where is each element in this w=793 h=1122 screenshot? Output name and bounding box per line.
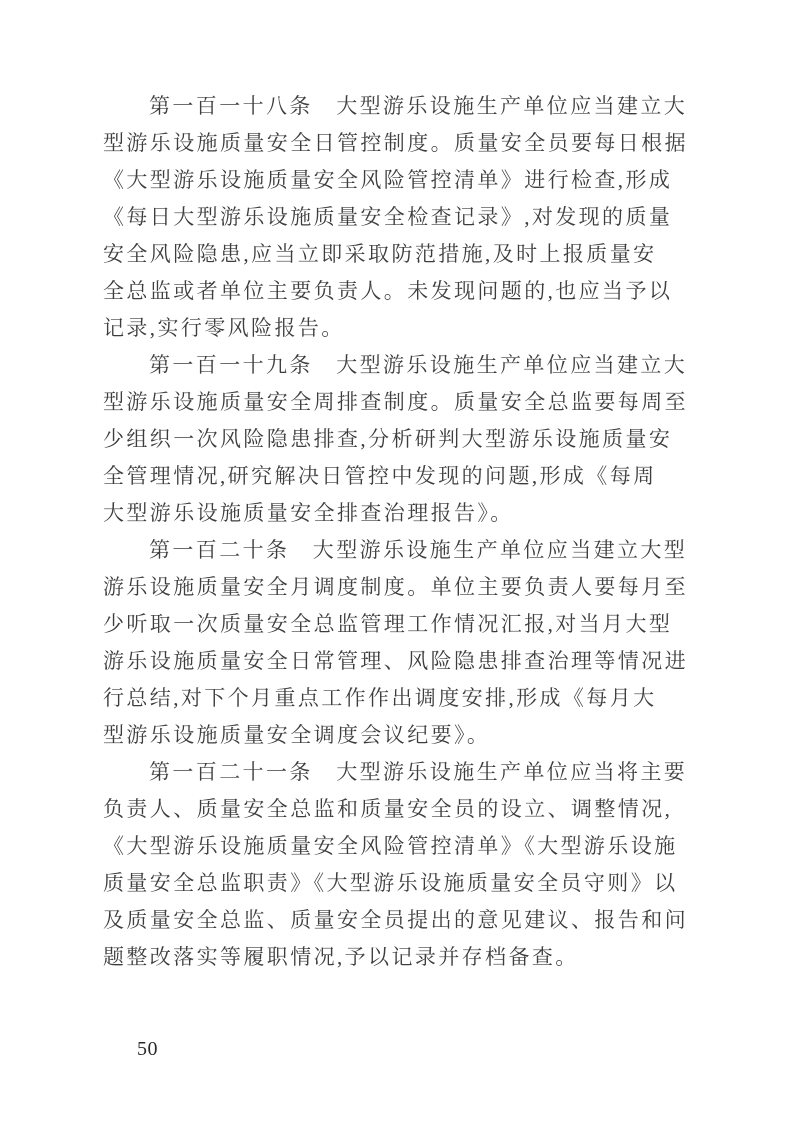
text-line: 记录,实行零风险报告。 <box>103 316 345 340</box>
text-line: 第一百二十一条 大型游乐设施生产单位应当将主要 <box>149 760 688 784</box>
text-line: 游乐设施质量安全月调度制度。单位主要负责人要每月至 <box>103 575 688 599</box>
text-line: 少组织一次风险隐患排查,分析研判大型游乐设施质量安 <box>103 427 673 451</box>
text-line: 第一百二十条 大型游乐设施生产单位应当建立大型 <box>149 538 688 562</box>
text-line: 大型游乐设施质量安全排查治理报告》。 <box>103 501 514 525</box>
text-line: 全管理情况,研究解决日管控中发现的问题,形成《每周 <box>103 464 657 488</box>
text-line: 《大型游乐设施质量安全风险管控清单》进行检查,形成 <box>103 168 673 192</box>
text-line: 型游乐设施质量安全周排查制度。质量安全总监要每周至 <box>103 390 688 414</box>
page-footer <box>137 1038 158 1061</box>
text-line: 第一百一十九条 大型游乐设施生产单位应当建立大 <box>149 353 688 377</box>
text-line: 型游乐设施质量安全调度会议纪要》。 <box>103 723 491 747</box>
text-line: 质量安全总监职责》《大型游乐设施质量安全员守则》以 <box>103 871 678 895</box>
text-line: 《大型游乐设施质量安全风险管控清单》《大型游乐设施 <box>103 834 678 858</box>
text-line: 行总结,对下个月重点工作作出调度安排,形成《每月大 <box>103 686 657 710</box>
page-number: 50 <box>137 1038 158 1060</box>
text-line: 负责人、质量安全总监和质量安全员的设立、调整情况, <box>103 797 673 821</box>
text-line: 《每日大型游乐设施质量安全检查记录》,对发现的质量 <box>103 205 673 229</box>
article-paragraph <box>103 88 689 347</box>
text-line: 及质量安全总监、质量安全员提出的意见建议、报告和问 <box>103 908 688 932</box>
article-paragraph <box>103 754 689 976</box>
text-line: 安全风险隐患,应当立即采取防范措施,及时上报质量安 <box>103 242 657 266</box>
text-line: 题整改落实等履职情况,予以记录并存档备查。 <box>103 945 579 969</box>
text-line: 游乐设施质量安全日常管理、风险隐患排查治理等情况进 <box>103 649 688 673</box>
text-line: 少听取一次质量安全总监管理工作情况汇报,对当月大型 <box>103 612 673 636</box>
article-paragraph <box>103 532 689 754</box>
text-line: 第一百一十八条 大型游乐设施生产单位应当建立大 <box>149 94 688 118</box>
article-paragraph <box>103 347 689 532</box>
document-body <box>103 88 689 976</box>
text-line: 型游乐设施质量安全日管控制度。质量安全员要每日根据 <box>103 131 688 155</box>
text-line: 全总监或者单位主要负责人。未发现问题的,也应当予以 <box>103 279 673 303</box>
